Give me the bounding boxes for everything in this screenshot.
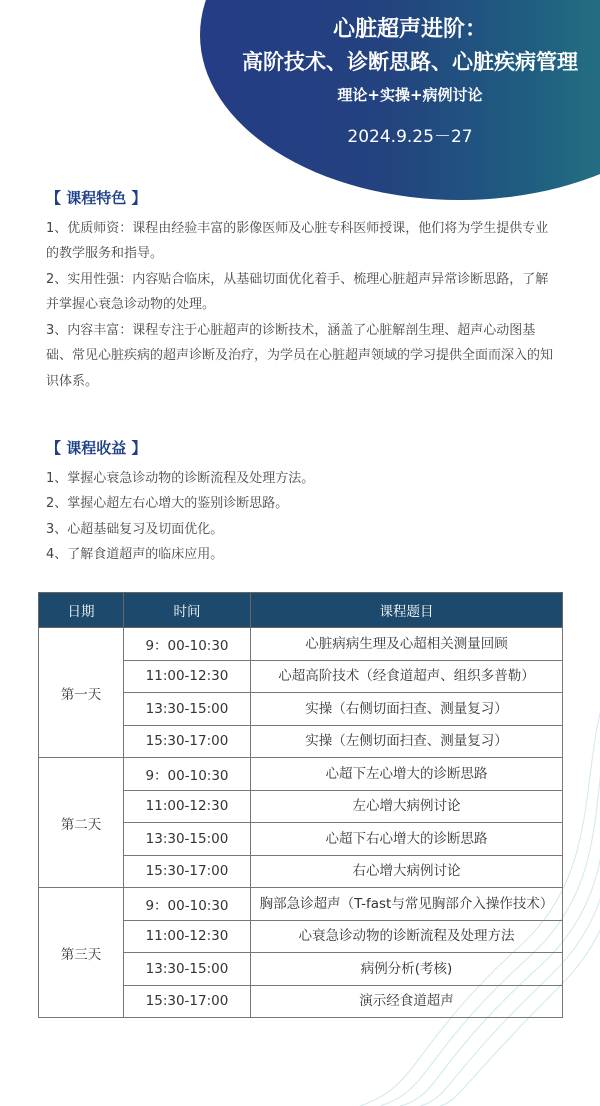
topic-cell: 左心增大病例讨论 (251, 790, 563, 823)
time-cell: 9：00-10:30 (124, 888, 251, 921)
table-row (39, 888, 563, 921)
topic-cell: 实操（左侧切面扫查、测量复习） (251, 725, 563, 758)
time-cell: 13:30-15:00 (124, 953, 251, 986)
time-cell: 15:30-17:00 (124, 985, 251, 1018)
course-date: 2024.9.25－27 (347, 127, 473, 147)
time-cell: 9：00-10:30 (124, 628, 251, 661)
features-section (46, 186, 556, 394)
benefit-item: 2、掌握心超左右心增大的鉴别诊断思路。 (46, 496, 289, 511)
feature-item: 2、实用性强：内容贴合临床，从基础切面优化着手、梳理心脏超声异常诊断思路，了解并掌握心衰急诊动物的处理。 (46, 271, 549, 312)
topic-cell: 病例分析(考核) (251, 953, 563, 986)
page-subtitle: 理论+实操+病例讨论 (337, 86, 483, 104)
topic-cell: 实操（右侧切面扫查、测量复习） (251, 693, 563, 726)
benefit-item: 3、心超基础复习及切面优化。 (46, 521, 224, 537)
schedule-table (38, 592, 563, 1018)
day-cell: 第一天 (39, 628, 124, 758)
time-cell: 11:00-12:30 (124, 660, 251, 693)
benefits-section (46, 436, 556, 568)
features-heading: 【 课程特色 】 (46, 189, 147, 207)
benefit-item: 4、了解食道超声的临床应用。 (46, 547, 224, 562)
header-topic: 课程题目 (251, 593, 563, 628)
header-date: 日期 (39, 593, 124, 628)
day-cell: 第二天 (39, 758, 124, 888)
table-row (39, 758, 563, 791)
topic-cell: 胸部急诊超声（T-fast与常见胸部介入操作技术） (251, 888, 563, 921)
topic-cell: 演示经食道超声 (251, 985, 563, 1018)
time-cell: 11:00-12:30 (124, 920, 251, 953)
page-title-line2: 高阶技术、诊断思路、心脏疾病管理 (242, 50, 578, 74)
time-cell: 11:00-12:30 (124, 790, 251, 823)
header-time: 时间 (124, 593, 251, 628)
time-cell: 13:30-15:00 (124, 693, 251, 726)
page-title-line1: 心脏超声进阶： (332, 17, 487, 42)
feature-item: 3、内容丰富：课程专注于心脏超声的诊断技术，涵盖了心脏解剖生理、超声心动图基础、常见心脏疾病的超声诊断及治疗，为学员在心脏超声领域的学习提供全面而深入的知识体系。 (46, 322, 554, 389)
table-header-row (39, 593, 563, 628)
time-cell: 15:30-17:00 (124, 725, 251, 758)
time-cell: 15:30-17:00 (124, 855, 251, 888)
time-cell: 9：00-10:30 (124, 758, 251, 791)
topic-cell: 心超高阶技术（经食道超声、组织多普勒） (251, 660, 563, 693)
topic-cell: 心衰急诊动物的诊断流程及处理方法 (251, 920, 563, 953)
topic-cell: 心超下右心增大的诊断思路 (251, 823, 563, 856)
topic-cell: 心脏病病生理及心超相关测量回顾 (251, 628, 563, 661)
feature-item: 1、优质师资：课程由经验丰富的影像医师及心脏专科医师授课，他们将为学生提供专业的教学服务和指导。 (46, 220, 549, 261)
time-cell: 13:30-15:00 (124, 823, 251, 856)
topic-cell: 心超下左心增大的诊断思路 (251, 758, 563, 791)
topic-cell: 右心增大病例讨论 (251, 855, 563, 888)
benefits-heading: 【 课程收益 】 (46, 439, 147, 457)
table-row (39, 628, 563, 661)
day-cell: 第三天 (39, 888, 124, 1018)
benefit-item: 1、掌握心衰急诊动物的诊断流程及处理方法。 (46, 470, 315, 486)
